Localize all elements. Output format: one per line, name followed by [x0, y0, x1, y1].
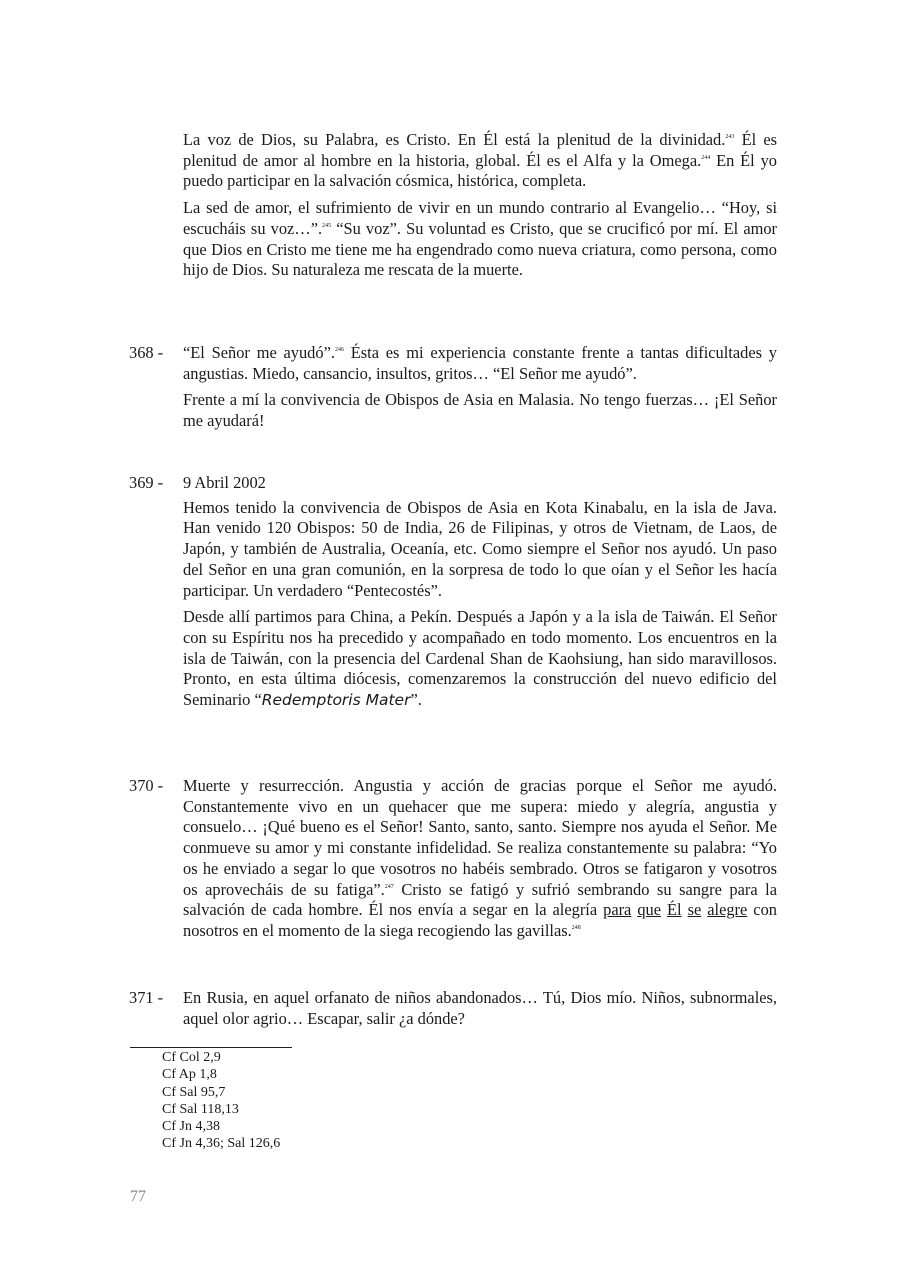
- entry-number: 368 -: [129, 343, 164, 362]
- paragraph: Frente a mí la convivencia de Obispos de Asia en Malasia. No tengo fuerzas… ¡El Señor me ayudará!: [183, 390, 777, 431]
- footnote: Cf Ap 1,8: [162, 1067, 217, 1083]
- entry-number: 371 -: [129, 988, 164, 1007]
- paragraph: La sed de amor, el sufrimiento de vivir en un mundo contrario al Evangelio… “Hoy, si escucháis su voz…”.$^{245}$ “Su voz”. Su voluntad es Cristo, que se crucificó por mí. El amor que Dios en Cristo me tiene me ha engendrado como nueva criatura, como persona, como hijo de Dios. Su naturaleza me rescata de la muerte.: [183, 198, 777, 280]
- page-number: 77: [130, 1188, 146, 1205]
- paragraph: Muerte y resurrección. Angustia y acción de gracias porque el Señor me ayudó. Constantemente vivo en un quehacer que me supera: miedo y alegría, angustia y consuelo… ¡Qué bueno es el Señor! Santo, santo, santo. Siempre nos ayuda el Señor. Me conmueve su amor y mi constante infidelidad. Se realiza constantemente su palabra: “Yo os he enviado a segar lo que vosotros no habéis sembrado. Otros se fatigaron y vosotros os aprovecháis de su fatiga”.$^{247}$ Cristo se fatigó y sufrió sembrando su sangre para la salvación de cada hombre. Él nos envía a segar en la alegría para que Él se alegre con nosotros en el momento de la siega recogiendo las gavillas.$^{248}$: [183, 776, 777, 940]
- footnote-ref[interactable]: 247: [384, 883, 394, 890]
- footnote-ref[interactable]: 243: [725, 134, 735, 140]
- entry-number: 370 -: [129, 776, 164, 795]
- paragraph: La voz de Dios, su Palabra, es Cristo. En Él está la plenitud de la divinidad.$^{243}$ Él es plenitud de amor al hombre en la historia, global. Él es el Alfa y la Omega.$^{244}$ En Él yo puedo participar en la salvación cósmica, histórica, completa.: [183, 130, 777, 191]
- footnote-ref[interactable]: 244: [701, 154, 711, 161]
- intro-block: [183, 130, 777, 287]
- footnote-ref[interactable]: 248: [571, 924, 581, 931]
- paragraph: “El Señor me ayudó”.$^{246}$ Ésta es mi experiencia constante frente a tantas dificultades y angustias. Miedo, cansancio, insultos, gritos… “El Señor me ayudó”.: [183, 343, 777, 383]
- footnote: Cf Col 2,9: [162, 1050, 221, 1065]
- entry-368: [183, 343, 777, 438]
- entry-370: [183, 776, 777, 948]
- footnote: Cf Jn 4,36; Sal 126,6: [162, 1136, 281, 1152]
- footnote-divider: [130, 1047, 292, 1048]
- paragraph: En Rusia, en aquel orfanato de niños abandonados… Tú, Dios mío. Niños, subnormales, aquel olor agrio… Escapar, salir ¿a dónde?: [183, 988, 777, 1028]
- entry-371: [183, 988, 777, 1035]
- footnote-ref[interactable]: 245: [322, 222, 332, 229]
- footnotes: [162, 1049, 280, 1153]
- entry-369: [183, 473, 777, 717]
- footnote-ref[interactable]: 246: [334, 347, 344, 353]
- footnote: Cf Jn 4,38: [162, 1119, 220, 1135]
- entry-date: 9 Abril 2002: [183, 473, 266, 492]
- footnote: Cf Sal 95,7: [162, 1084, 226, 1100]
- paragraph: Hemos tenido la convivencia de Obispos de Asia en Kota Kinabalu, en la isla de Java. Han venido 120 Obispos: 50 de India, 26 de Filipinas, y otros de Vietnam, de Laos, de Japón, y también de Australia, Oceanía, etc. Como siempre el Señor nos ayudó. Un paso del Señor en una gran comunión, en la sorpresa de todo lo que oían y el Señor les hacía participar. Un verdadero “Pentecostés”.: [183, 497, 777, 600]
- entry-number: 369 -: [129, 473, 164, 492]
- footnote: Cf Sal 118,13: [162, 1101, 239, 1117]
- paragraph: Desde allí partimos para China, a Pekín. Después a Japón y a la isla de Taiwán. El Señor con su Espíritu nos ha precedido y acompañado en todo momento. Los encuentros en la isla de Taiwán, con la presencia del Cardenal Shan de Kaohsiung, han sido maravillosos. Pronto, en esta última diócesis, comenzaremos la construcción del nuevo edificio del Seminario “Redemptoris Mater”.: [183, 607, 777, 710]
